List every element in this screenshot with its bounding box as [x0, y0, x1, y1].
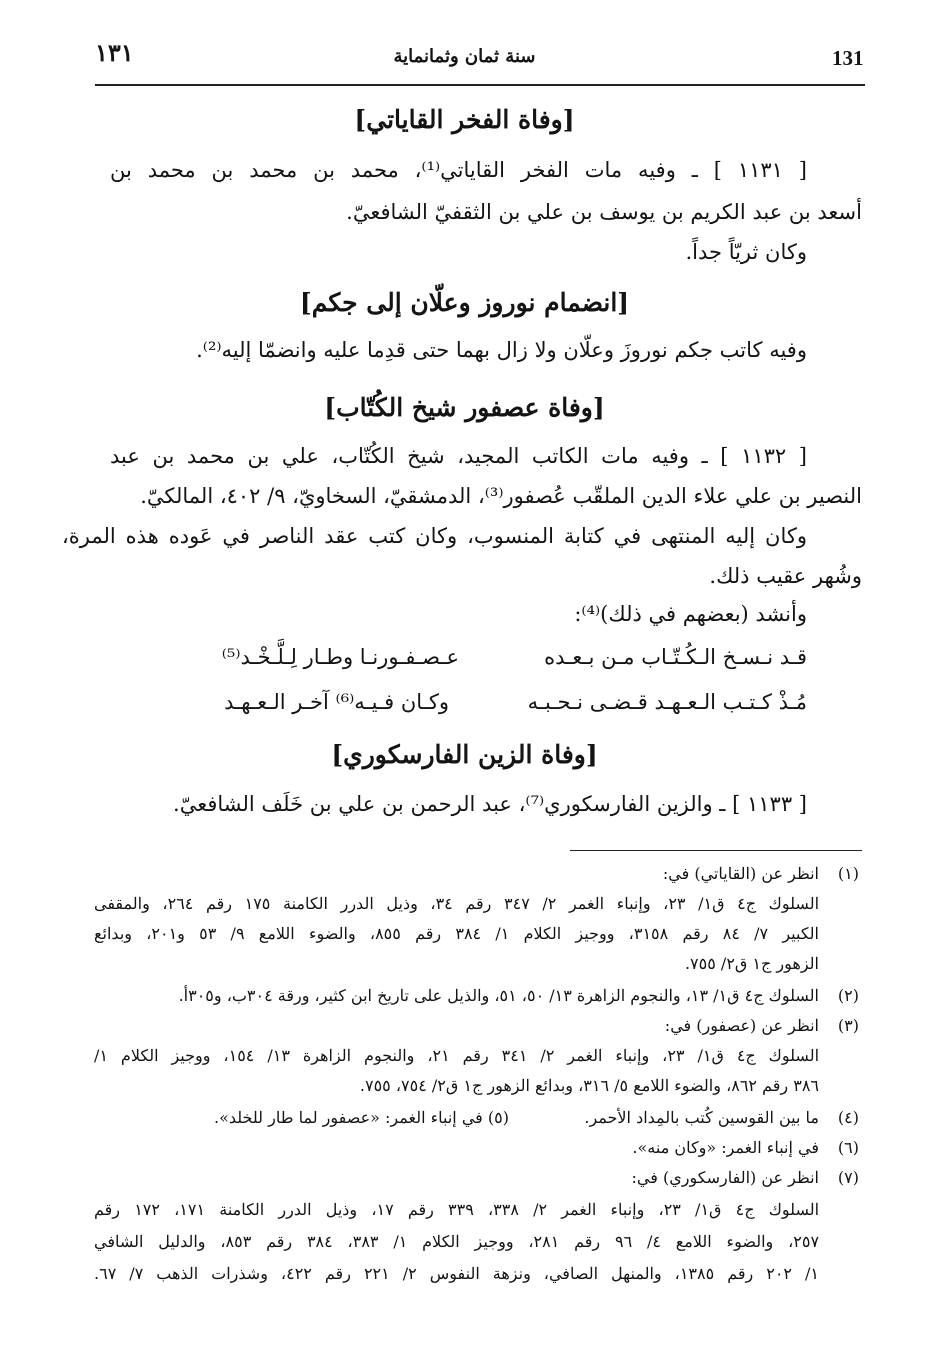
- verse-1-second-hemistich: عـصـفـورنـا وطـار لِـلَّـخْـد⁽⁵⁾: [221, 645, 459, 669]
- paragraph-nawruz: وفيه كاتب جكم نوروزَ وعلّان ولا زال بهما حتى قدِما عليه وانضمّا إليه⁽²⁾.: [196, 338, 807, 362]
- footnote-4-line-1: ما بين القوسين كُتب بالمِداد الأحمر.: [584, 1108, 819, 1127]
- entry-1132-line-3: وكان إليه المنتهى في كتابة المنسوب، وكان كتب عقد الناصر في عَوده هذه المرة،: [62, 524, 807, 548]
- entry-1131-line-3: وكان ثريّاً جداً.: [685, 240, 807, 264]
- footnote-2-number: (٢): [837, 986, 859, 1005]
- page-number-latin: 131: [832, 46, 864, 70]
- footnote-7-line-2: السلوك ج٤ ق١/ ٢٣، وإنباء الغمر ٢/ ٣٣٨، ٣٣٩ رقم ١٧، وذيل الدرر الكامنة ١٧١، ١٧٢ رقم: [94, 1200, 820, 1219]
- footnote-1-line-4: الزهور ج١ ق٢/ ٧٥٥.: [684, 954, 819, 973]
- footnote-7-line-3: ٢٥٧، والضوء اللامع ٤/ ٩٦ رقم ٢٨١، ووجيز الكلام ١/ ٣٨٣، ٣٨٤ رقم ٨٥٣، والدليل الشافي: [94, 1232, 820, 1251]
- verse-2-second-hemistich: وكـان فـيـه⁽⁶⁾ آخـر الـعـهـد: [224, 690, 449, 714]
- entry-1133-line-1: [ ١١٣٣ ] ـ والزين الفارسكوري⁽⁷⁾، عبد الرحمن بن علي بن خَلَف الشافعيّ.: [173, 792, 807, 816]
- footnote-3-line-3: ٣٨٦ رقم ٨٦٢، والضوء اللامع ٥/ ٣١٦، وبدائع الزهور ج١ ق٢/ ٧٥٤، ٧٥٥.: [359, 1076, 819, 1095]
- entry-1131-line-1: [ ١١٣١ ] ـ وفيه مات الفخر القاياتي⁽¹⁾، محمد بن محمد بن محمد بن: [110, 158, 808, 182]
- footnote-4-number: (٤): [837, 1108, 859, 1127]
- footnote-3-line-2: السلوك ج٤ ق١/ ٢٣، وإنباء الغمر ٢/ ٣٤١ رقم ٢١، والنجوم الزاهرة ١٣/ ١٥٤، ووجيز الكلام ١/: [94, 1046, 820, 1065]
- footnote-7-line-4: ١/ ٢٠٢ رقم ١٣٨٥، والمنهل الصافي، ونزهة النفوس ٢/ ٢٢١ رقم ٤٢٢، وشذرات الذهب ٧/ ٦٧.: [94, 1264, 820, 1283]
- verse-2-first-hemistich: مُـذْ كـتـب الـعـهـد قـضـى نـحـبـه: [527, 690, 807, 714]
- footnote-6-line-1: في إنباء الغمر: «وكان منه».: [632, 1138, 819, 1157]
- entry-1131-line-2: أسعد بن عبد الكريم بن يوسف بن علي بن الثقفيّ الشافعيّ.: [346, 200, 862, 224]
- footnote-6-number: (٦): [837, 1138, 859, 1157]
- footnote-3-number: (٣): [837, 1016, 859, 1035]
- footnote-2-line-1: السلوك ج٤ ق١/ ١٣، والنجوم الزاهرة ١٣/ ٥٠، ٥١، والذيل على تاريخ ابن كثير، ورقة ٣٠٤ب، و٣٠٥أ.: [178, 986, 819, 1005]
- entry-1132-line-1: [ ١١٣٢ ] ـ وفيه مات الكاتب المجيد، شيخ الكُتّاب، علي بن محمد بن عبد: [110, 444, 808, 468]
- footnote-1-number: (١): [837, 864, 859, 883]
- entry-1132-line-5: وأنشد (بعضهم في ذلك)⁽⁴⁾:: [574, 602, 807, 626]
- running-title: سنة ثمان وثمانماية: [393, 46, 536, 67]
- section-heading-qayati: [وفاة الفخر القاياتي]: [354, 105, 575, 134]
- footnote-rule: [570, 850, 862, 851]
- entry-1132-line-4: وشُهر عقيب ذلك.: [709, 564, 862, 588]
- footnote-5-line-1: (٥) في إنباء الغمر: «عصفور لما طار للخلد».: [213, 1108, 509, 1127]
- section-heading-faraskuri: [وفاة الزين الفارسكوري]: [331, 740, 598, 769]
- footnote-1-line-3: الكبير ٧/ ٨٤ رقم ٣١٥٨، ووجيز الكلام ١/ ٣٨٤ رقم ٨٥٥، والضوء اللامع ٩/ ٥٣ و٢٠١، وبدائع: [94, 924, 819, 943]
- footnote-3-line-1: انظر عن (عصفور) في:: [664, 1016, 819, 1035]
- header-rule: [95, 84, 865, 86]
- page-number-arabic: ١٣١: [95, 38, 134, 67]
- section-heading-nawruz: [انضمام نوروز وعلّان إلى جكم]: [299, 288, 630, 317]
- footnote-1-line-1: انظر عن (القاياتي) في:: [662, 864, 819, 883]
- footnote-7-line-1: انظر عن (الفارسكوري) في:: [631, 1168, 819, 1187]
- footnote-1-line-2: السلوك ج٤ ق١/ ٢٣، وإنباء الغمر ٢/ ٣٤٧ رقم ٣٤، وذيل الدرر الكامنة ١٧٥ رقم ٢٦٤، والمقفى: [94, 894, 820, 913]
- footnote-7-number: (٧): [837, 1168, 859, 1187]
- verse-1-first-hemistich: قـد نـسـخ الـكُـتّـاب مـن بـعـده: [544, 645, 807, 669]
- entry-1132-line-2: النصير بن علي علاء الدين الملقّب عُصفور⁽³⁾، الدمشقيّ، السخاويّ، ٩/ ٤٠٢، المالكيّ.: [140, 484, 862, 508]
- section-heading-usfur: [وفاة عصفور شيخ الكُتّاب]: [324, 393, 605, 422]
